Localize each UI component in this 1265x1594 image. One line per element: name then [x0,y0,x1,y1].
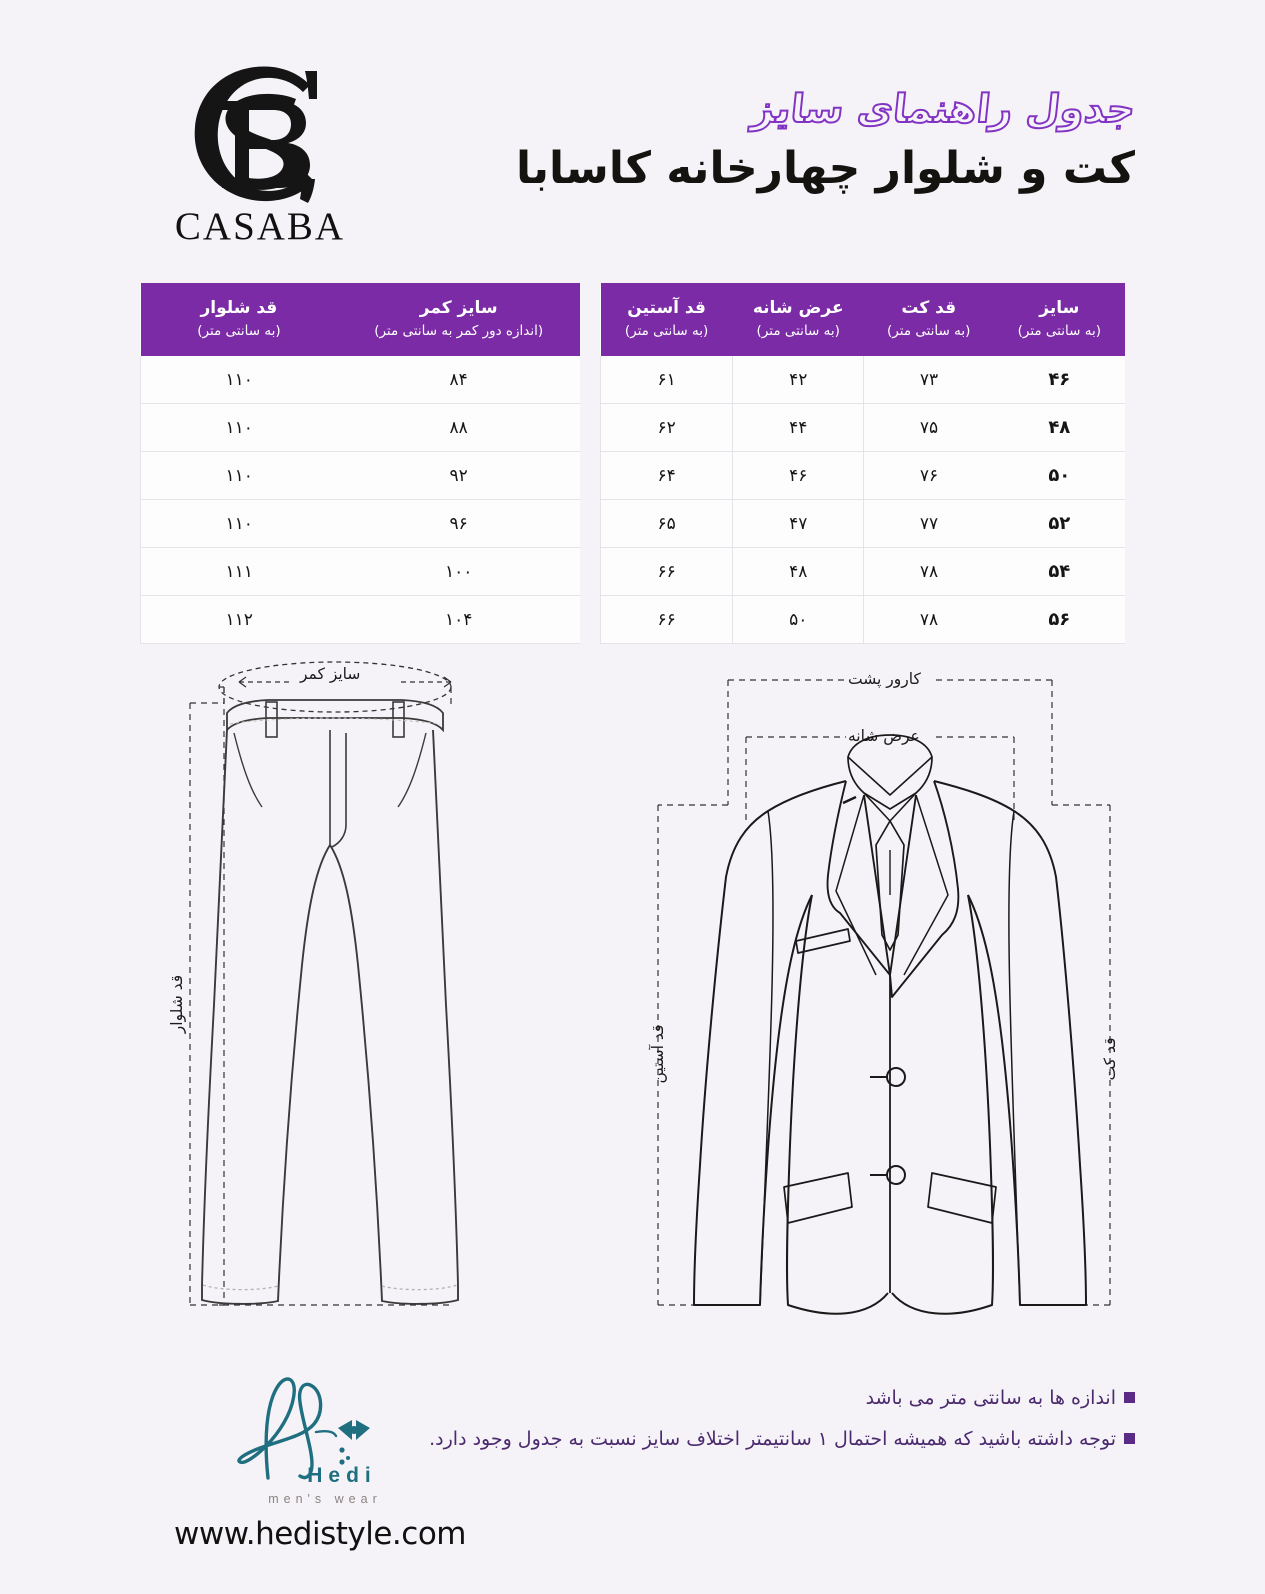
cell-waist: ۱۰۴ [337,596,580,644]
website-url[interactable]: www.hedistyle.com [174,1516,466,1552]
cell-jacket-length: ۷۷ [864,500,994,548]
cell-pant-length: ۱۱۰ [141,404,338,452]
page-subtitle: جدول راهنمای سایز [749,87,1138,132]
page-header [0,40,1265,270]
pants-diagram [150,645,510,1345]
cell-size: ۵۴ [994,548,1125,596]
cell-pant-length: ۱۱۰ [141,452,338,500]
table-row [141,596,581,644]
page-title: کت و شلوار چهارخانه کاسابا [515,143,1135,194]
cell-sleeve-length: ۶۴ [601,452,733,500]
cell-size: ۵۲ [994,500,1125,548]
note-item [345,1425,1135,1454]
cell-waist: ۹۶ [337,500,580,548]
brand-logo-block [140,55,380,246]
column-header-waist-size: سایز کمر (اندازه دور کمر به سانتی متر) [337,283,580,356]
cell-jacket-length: ۷۶ [864,452,994,500]
cell-shoulder-width: ۴۷ [733,500,864,548]
column-header-size: سایز (به سانتی متر) [994,283,1125,356]
cell-size: ۴۸ [994,404,1125,452]
store-tagline: men's wear [268,1492,382,1506]
cell-pant-length: ۱۱۱ [141,548,338,596]
cell-shoulder-width: ۴۶ [733,452,864,500]
cell-waist: ۱۰۰ [337,548,580,596]
jacket-back-width-label: کارور پشت [848,670,921,688]
table-row [601,452,1126,500]
pants-size-table [140,283,580,644]
cell-sleeve-length: ۶۵ [601,500,733,548]
cell-shoulder-width: ۴۸ [733,548,864,596]
jacket-table-head [601,283,1126,356]
column-header-sleeve-length: قد آستین (به سانتی متر) [601,283,733,356]
cell-shoulder-width: ۴۲ [733,356,864,404]
table-row [601,356,1126,404]
measurement-diagrams [0,645,1265,1360]
table-row [141,548,581,596]
cell-jacket-length: ۷۸ [864,596,994,644]
store-name: Hedi [307,1464,377,1487]
cell-shoulder-width: ۴۴ [733,404,864,452]
jacket-size-table [600,283,1125,644]
cell-waist: ۹۲ [337,452,580,500]
cell-shoulder-width: ۵۰ [733,596,864,644]
title-block [515,87,1138,196]
pants-length-label: قد شلوار [168,974,186,1034]
cell-sleeve-length: ۶۶ [601,596,733,644]
page-footer [0,1362,1265,1594]
jacket-technical-drawing-icon [600,645,1180,1345]
bullet-square-icon [1124,1433,1135,1444]
cell-jacket-length: ۷۳ [864,356,994,404]
casaba-monogram-icon [165,55,355,215]
jacket-table-body [601,356,1126,644]
pants-table-head [141,283,581,356]
cell-jacket-length: ۷۸ [864,548,994,596]
note-text: اندازه ها به سانتی متر می باشد [865,1387,1116,1409]
cell-waist: ۸۴ [337,356,580,404]
cell-size: ۵۶ [994,596,1125,644]
table-row [141,356,581,404]
jacket-sleeve-length-label: قد آستین [649,1024,667,1084]
bullet-square-icon [1124,1392,1135,1403]
column-header-jacket-length: قد کت (به سانتی متر) [864,283,994,356]
cell-sleeve-length: ۶۱ [601,356,733,404]
cell-pant-length: ۱۱۲ [141,596,338,644]
jacket-length-label: قد کت [1101,1037,1119,1081]
table-row [601,548,1126,596]
cell-waist: ۸۸ [337,404,580,452]
cell-jacket-length: ۷۵ [864,404,994,452]
jacket-shoulder-label: عرض شانه [848,727,920,745]
waist-measure-arrows-icon [235,670,455,694]
cell-pant-length: ۱۱۰ [141,356,338,404]
pants-header-row [141,283,581,356]
note-text: توجه داشته باشید که همیشه احتمال ۱ سانتیمتر اختلاف سایز نسبت به جدول وجود دارد. [429,1427,1116,1450]
jacket-header-row [601,283,1126,356]
table-row [601,596,1126,644]
note-item [345,1384,1135,1413]
size-tables [140,283,1125,631]
pants-waist-label: سایز کمر [300,665,361,683]
brand-name: CASABA [174,205,346,248]
column-header-pant-length: قد شلوار (به سانتی متر) [141,283,338,356]
table-row [141,452,581,500]
column-header-shoulder-width: عرض شانه (به سانتی متر) [733,283,864,356]
cell-size: ۵۰ [994,452,1125,500]
table-row [141,500,581,548]
table-row [601,500,1126,548]
cell-size: ۴۶ [994,356,1125,404]
cell-sleeve-length: ۶۲ [601,404,733,452]
table-row [601,404,1126,452]
footer-notes [345,1384,1135,1465]
pants-table-body [141,356,581,644]
jacket-diagram [600,645,1180,1345]
cell-sleeve-length: ۶۶ [601,548,733,596]
table-row [141,404,581,452]
cell-pant-length: ۱۱۰ [141,500,338,548]
pants-technical-drawing-icon [150,645,510,1345]
